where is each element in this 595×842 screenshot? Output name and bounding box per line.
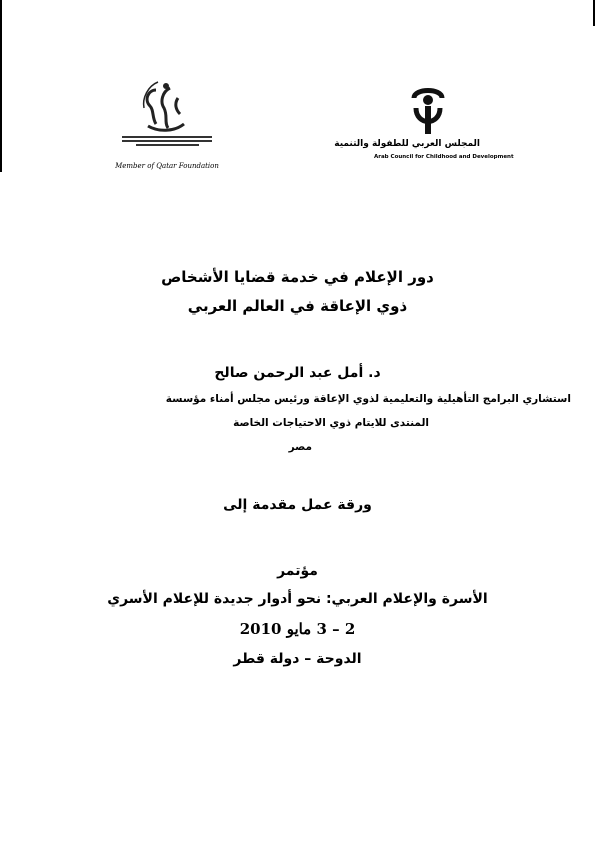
author-name: د. أمل عبد الرحمن صالح [214, 365, 381, 381]
conference-dates: 2 – 3 مايو 2010 [239, 620, 356, 638]
logo-fine-print [122, 134, 212, 148]
author-country: مصر [288, 441, 312, 453]
arab-council-logo [334, 84, 514, 169]
qatar-foundation-figure-icon [134, 78, 200, 134]
arab-council-figure-icon [408, 84, 448, 136]
paper-label: ورقة عمل مقدمة إلى [223, 497, 372, 513]
arab-council-name-en: Arab Council for Childhood and Development [374, 154, 514, 160]
conference-place: الدوحة – دولة قطر [233, 651, 362, 667]
conference-title: الأسرة والإعلام العربي: نحو أدوار جديدة للإعلام الأسري [107, 591, 488, 607]
conference-label: مؤتمر [277, 563, 318, 579]
author-affiliation-line1: استشاري البرامج التأهيلية والتعليمية لذوي الإعاقة ورئيس مجلس أمناء مؤسسة [165, 393, 571, 405]
qatar-foundation-caption: Member of Qatar Foundation [115, 162, 219, 170]
paper-title-line1: دور الإعلام في خدمة قضايا الأشخاص [161, 268, 434, 286]
page-edge-left [0, 0, 2, 172]
qatar-foundation-logo [112, 78, 222, 178]
arab-council-name-ar: المجلس العربي للطفولة والتنمية [334, 139, 480, 149]
author-affiliation-line2: المنتدى للايتام ذوي الاحتياجات الخاصة [233, 417, 429, 429]
paper-title-line2: ذوي الإعاقة في العالم العربي [187, 297, 408, 315]
